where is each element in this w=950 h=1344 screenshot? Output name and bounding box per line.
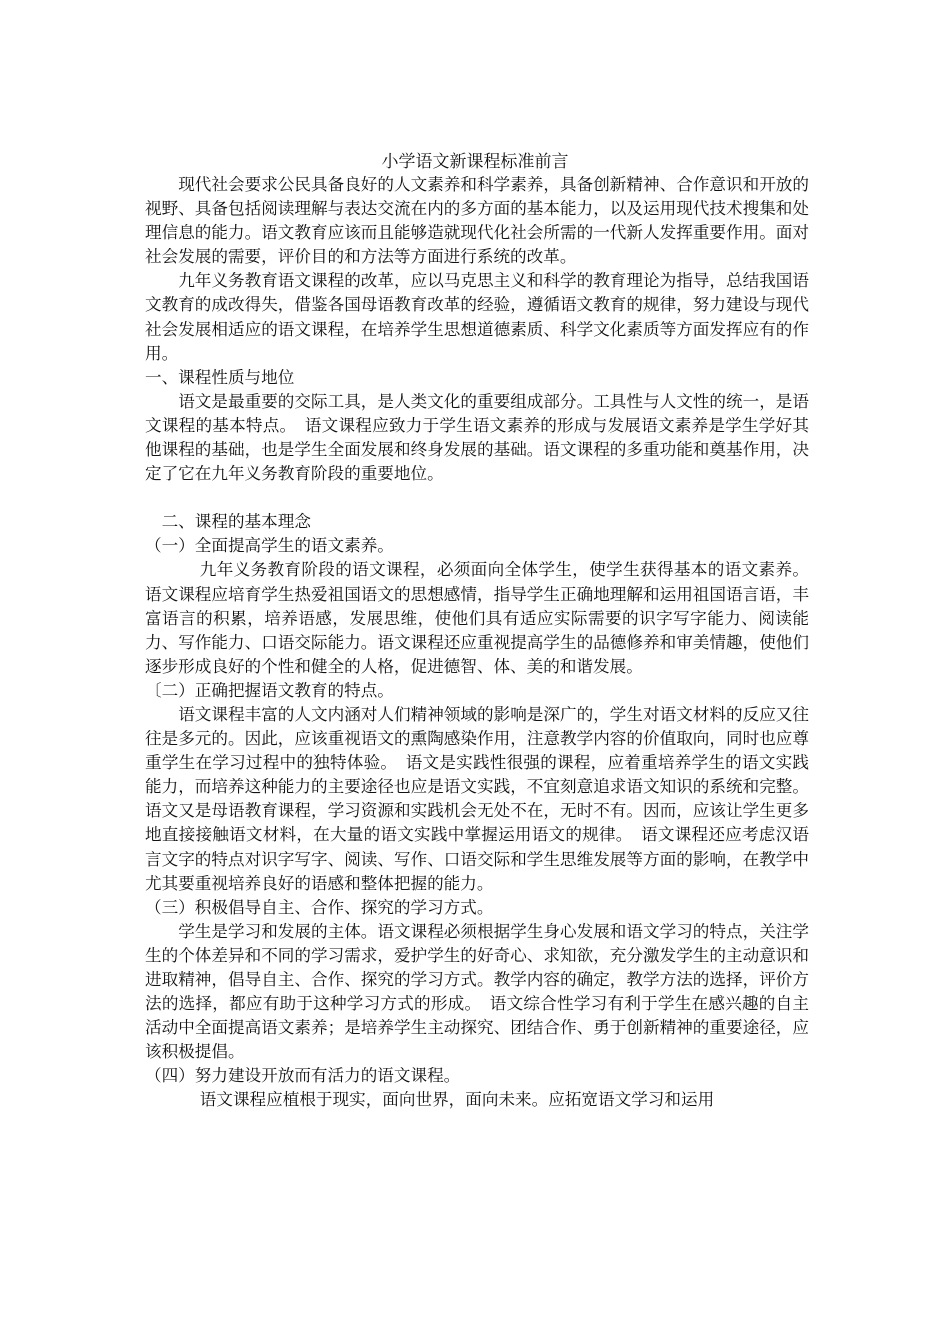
paragraph-subsection-1: 九年义务教育阶段的语文课程，必须面向全体学生，使学生获得基本的语文素养。语文课程应培育学生热爱祖国语文的思想感情，指导学生正确地理解和运用祖国语言语，丰富语言的积累，培养语感，发展思维，使他们具有适应实际需要的识字写字能力、阅读能力、写作能力、口语交际能力。语文课程还应重视提高学生的品德修养和审美情趣，使他们逐步形成良好的个性和健全的人格，促进德智、体、美的和谐发展。	[145, 560, 809, 676]
subsection-heading-1: （一）全面提高学生的语文素养。	[145, 536, 394, 556]
paragraph-intro-2: 九年义务教育语文课程的改革，应以马克思主义和科学的教育理论为指导，总结我国语文教育的成改得失，借鉴各国母语教育改革的经验，遵循语文教育的规律，努力建设与现代社会发展相适应的语文课程，在培养学生思想道德素质、科学文化素质等方面发挥应有的作用。	[145, 271, 809, 363]
subsection-heading-4: （四）努力建设开放而有活力的语文课程。	[145, 1066, 461, 1086]
subsection-heading-3: （三）积极倡导自主、合作、探究的学习方式。	[145, 897, 494, 917]
paragraph-intro-1: 现代社会要求公民具备良好的人文素养和科学素养，具备创新精神、合作意识和开放的视野、具备包括阅读理解与表达交流在内的多方面的基本能力，以及运用现代技术搜集和处理信息的能力。语文教育应该而且能够造就现代化社会所需的一代新人发挥重要作用。面对社会发展的需要，评价目的和方法等方面进行系统的改革。	[145, 175, 809, 267]
paragraph-subsection-2: 语文课程丰富的人文内涵对人们精神领域的影响是深广的，学生对语文材料的反应又往往是多元的。因此，应该重视语文的熏陶感染作用，注意教学内容的价值取向，同时也应尊重学生在学习过程中的独特体验。 语文是实践性很强的课程，应着重培养学生的语文实践能力，而培养这种能力的主要途径也应是语文实践，不宜刻意追求语文知识的系统和完整。语文又是母语教育课程，学习资源和实践机会无处不在，无时不有。因而，应该让学生更多地直接接触语文材料，在大量的语文实践中掌握运用语文的规律。 语文课程还应考虑汉语言文字的特点对识字写字、阅读、写作、口语交际和学生思维发展等方面的影响，在教学中尤其要重视培养良好的语感和整体把握的能力。	[145, 704, 809, 893]
document-body	[145, 173, 809, 1113]
document-title: 小学语文新课程标准前言	[381, 152, 569, 172]
section-heading-2: 二、课程的基本理念	[161, 512, 311, 532]
paragraph-subsection-4: 语文课程应植根于现实，面向世界，面向未来。应拓宽语文学习和运用	[199, 1090, 715, 1110]
paragraph-section-1: 语文是最重要的交际工具，是人类文化的重要组成部分。工具性与人文性的统一，是语文课程的基本特点。 语文课程应致力于学生语文素养的形成与发展语文素养是学生学好其他课程的基础，也是学生全面发展和终身发展的基础。语文课程的多重功能和奠基作用，决定了它在九年义务教育阶段的重要地位。	[145, 391, 809, 484]
section-heading-1: 一、课程性质与地位	[145, 367, 295, 387]
blank-line	[145, 486, 809, 510]
paragraph-subsection-3: 学生是学习和发展的主体。语文课程必须根据学生身心发展和语文学习的特点，关注学生的个体差异和不同的学习需求，爱护学生的好奇心、求知欲，充分激发学生的主动意识和进取精神，倡导自主、合作、探究的学习方式。教学内容的确定，教学方法的选择，评价方法的选择，都应有助于这种学习方式的形成。 语文综合性学习有利于学生在感兴趣的自主活动中全面提高语文素养；是培养学生主动探究、团结合作、勇于创新精神的重要途径，应该积极提倡。	[145, 921, 809, 1062]
subsection-heading-2: 〔二）正确把握语文教育的特点。	[145, 680, 394, 700]
